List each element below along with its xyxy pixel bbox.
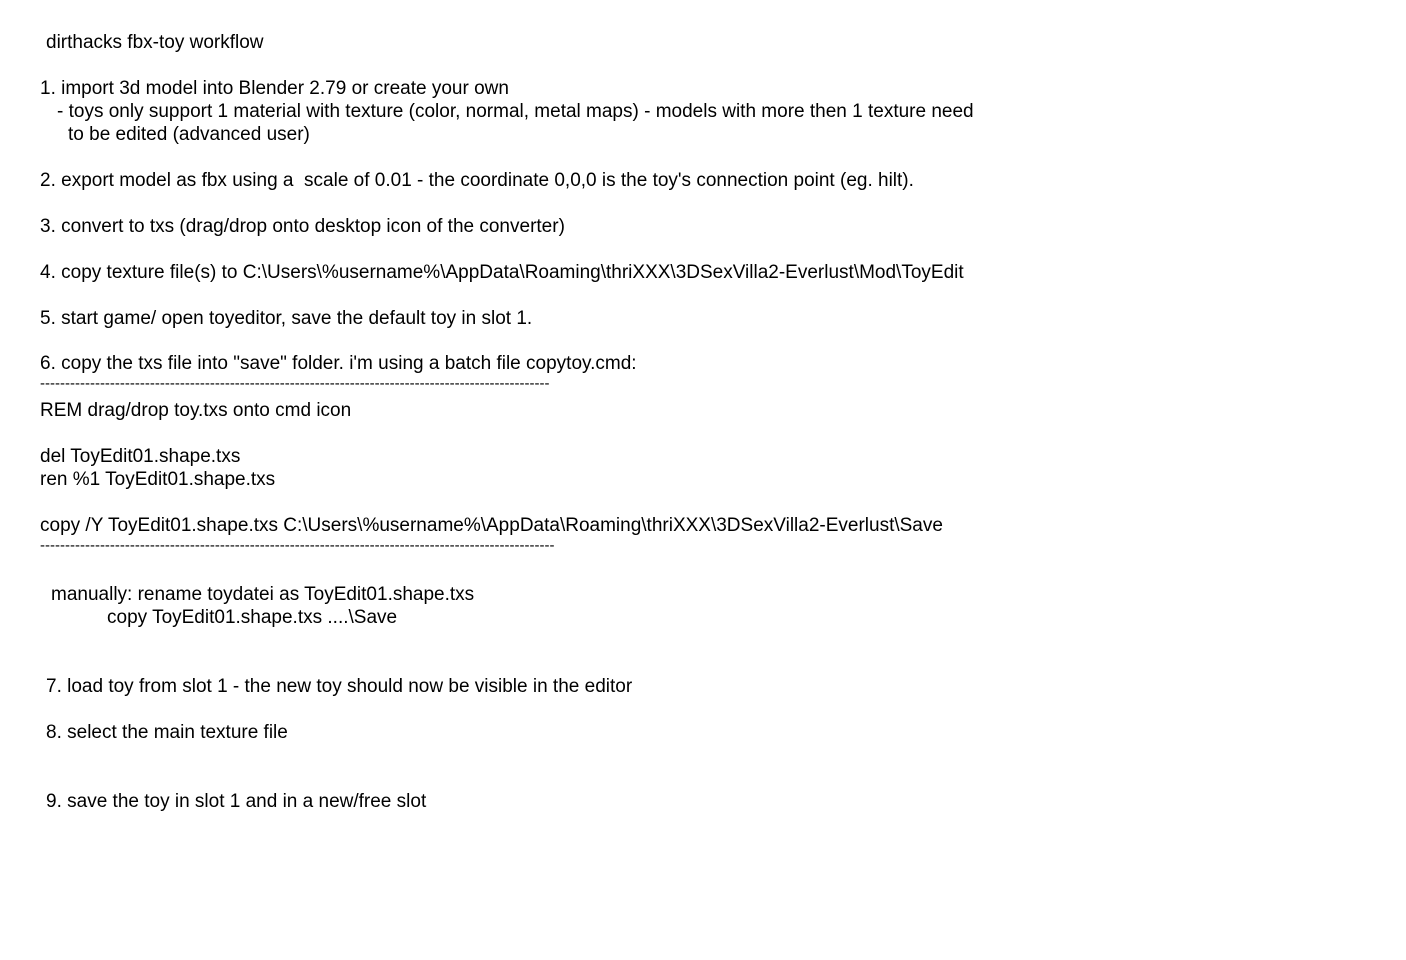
step-3: 3. convert to txs (drag/drop onto desktop icon of the converter) [40, 216, 565, 237]
step-1: 1. import 3d model into Blender 2.79 or create your own [40, 78, 509, 99]
script-del-line: del ToyEdit01.shape.txs [40, 446, 241, 467]
step-2: 2. export model as fbx using a scale of 0.01 - the coordinate 0,0,0 is the toy's connection point (eg. hilt). [40, 170, 914, 191]
step-9: 9. save the toy in slot 1 and in a new/free slot [46, 791, 427, 812]
step-8: 8. select the main texture file [46, 722, 288, 743]
step-7: 7. load toy from slot 1 - the new toy should now be visible in the editor [46, 676, 633, 697]
document-title: dirthacks fbx-toy workflow [46, 32, 264, 53]
script-copy-line: copy /Y ToyEdit01.shape.txs C:\Users\%username%\AppData\Roaming\thriXXX\3DSexVilla2-Everlust\Save [40, 515, 943, 536]
separator-top: ------------------------------------------------------------------------------------------------------ [40, 375, 550, 392]
script-rem-line: REM drag/drop toy.txs onto cmd icon [40, 400, 352, 421]
separator-bottom: ------------------------------------------------------------------------------------------------------- [40, 537, 555, 554]
script-ren-line: ren %1 ToyEdit01.shape.txs [40, 469, 276, 490]
manual-rename-instruction: manually: rename toydatei as ToyEdit01.shape.txs [51, 584, 475, 605]
step-5: 5. start game/ open toyeditor, save the default toy in slot 1. [40, 308, 533, 329]
step-1-note-continued: to be edited (advanced user) [68, 124, 310, 145]
step-6: 6. copy the txs file into "save" folder. i'm using a batch file copytoy.cmd: [40, 353, 637, 374]
step-4: 4. copy texture file(s) to C:\Users\%username%\AppData\Roaming\thriXXX\3DSexVilla2-Everlust\Mod\ToyEdit [40, 262, 964, 283]
step-1-note: - toys only support 1 material with texture (color, normal, metal maps) - models with more then 1 texture need [57, 101, 974, 122]
manual-copy-instruction: copy ToyEdit01.shape.txs ....\Save [107, 607, 398, 628]
